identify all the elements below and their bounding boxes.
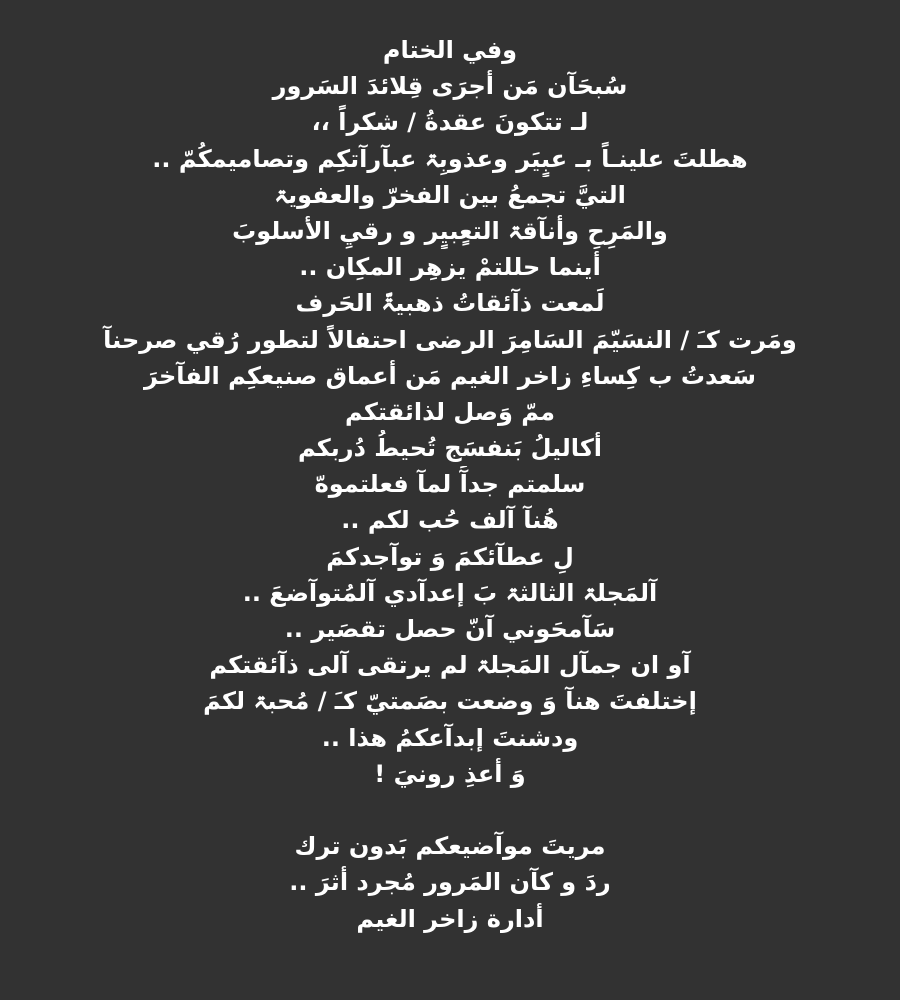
poem-line: آو ان جمآل المَجلۃ لم يرتقى آلى ذآئقتكم	[209, 651, 691, 680]
poem-line: مريتَ موآضيعكم بَدون ترك	[294, 832, 606, 861]
poem-line: هطلتَ علينـاً بـ عبٍيَر وعذوبِۃ عبآرآتكِم وتصاميمكُمّ ..	[152, 144, 748, 173]
poem-line: سَآمحَوني آنّ حصل تقصَير ..	[284, 615, 616, 643]
poem-line: لَمعت ذآئقاتُ ذهبيۃّ الحَرف	[295, 289, 605, 318]
poem-line: ودشنتَ إبدآعكمُ هذا ..	[321, 723, 579, 752]
stanza-gap	[0, 792, 900, 828]
poem-line: هُنآ آلف حُب لكم ..	[341, 506, 559, 535]
poem-line: ردَ و كآن المَرور مُجرد أثرَ ..	[289, 868, 611, 897]
signature-line: أدارة زاخر الغيم	[356, 904, 544, 933]
poem-line-closing-title: وفي الختام	[382, 36, 518, 64]
poem-line: لِ عطآئكمَ وَ توآجدكمَ	[326, 542, 574, 571]
poem-line: آلمَجلۃ الثالثۃ بَ إعدآدي آلمُتوآضعَ ..	[242, 578, 658, 607]
poem-line: سُبحَآن مَن أجرَى قِلائدَ السَرور	[272, 72, 628, 101]
poem-line: والمَرِحِ وأنآقۃ التعٍبيٍر و رقيِ الأسلوبَ	[232, 216, 668, 245]
poem-line: التيَّ تجمعُ بين الفخرّ والعفويۃ	[274, 180, 626, 209]
poem-line: وَ أعذِ رونيَ !	[374, 759, 526, 788]
poem-line: أكاليلُ بَنفسَج تُحيطُ دُربكم	[297, 434, 603, 463]
poem-line: أينما حللتمْ يزهِر المكِان ..	[299, 253, 601, 282]
poem-line: سلمتم جدآً لمآ فعلتموهّ	[314, 470, 586, 499]
poem-line: سَعدتُ ب كِساءِ زاخر الغيم مَن أعماق صنيعكِم الفآخرَ	[144, 361, 756, 390]
poem-line: ومَرت كـَ / النسَيّمَ السَامِرَ الرضى احتفالاً لتطور رُقي صرحنآ	[103, 325, 797, 354]
poem-line: ممّ وَصل لذائقتكم	[345, 397, 555, 426]
poem-line: إختلفتَ هنآ وَ وضعت بصَمتيّ كـَ / مُحبۃ لكمَ	[203, 687, 697, 716]
poem-line: لـ تتكونَ عقدةُ / شكراً ،،	[311, 108, 589, 137]
